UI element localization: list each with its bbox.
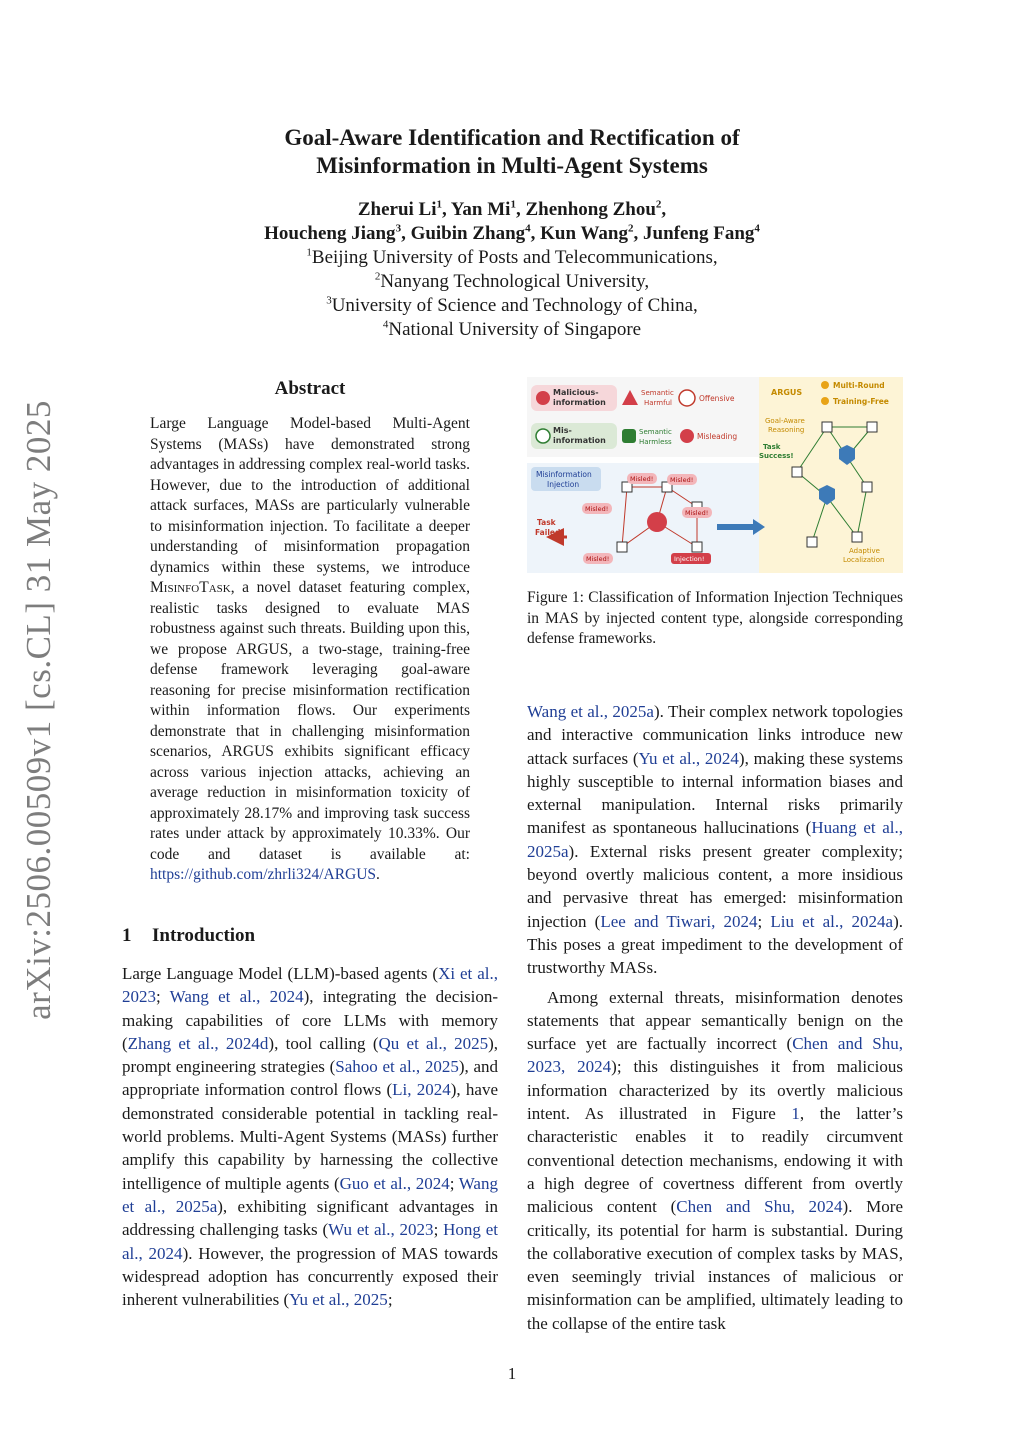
agent-node: [852, 532, 862, 542]
author-affiliation-mark: 2: [628, 222, 634, 235]
title-line-1: Goal-Aware Identification and Rectification of: [284, 125, 740, 150]
refresh-icon: [821, 381, 829, 389]
citation-link[interactable]: Li, 2024: [392, 1080, 451, 1100]
caption-text: Figure 1: Classification of Information Injection Techniques in MAS by injected content type, alongside corresponding defense frameworks.: [527, 589, 903, 647]
argus-panel: [759, 377, 903, 573]
virus-icon: [536, 429, 550, 443]
affiliation-line: [150, 270, 874, 294]
agent-node: [867, 422, 877, 432]
body-text: ;: [433, 1220, 444, 1240]
label-semantic: Semantic: [641, 389, 674, 397]
author-row-2: Houcheng Jiang$^3$, Guibin Zhang$^4$, Kun Wang$^2$, Junfeng Fang$^4$: [264, 222, 760, 244]
affiliation-mark: 3: [326, 294, 332, 307]
body-text: ), exhibiting significant advantages in addressing challenging tasks (: [122, 1196, 498, 1240]
affiliation-text: Nanyang Technological University,: [380, 271, 650, 292]
label-localization: Localization: [843, 556, 885, 564]
abstract-text: , a novel dataset featuring complex, realistic tasks designed to evaluate MAS robustness against such threats. Building upon this, we propose ARGUS, a two-stage, training-free defense framework leveraging goal-aware reasoning for precise misinformation rectification within information flows. Our experiments demonstrate that in challenging misinformation scenarios, ARGUS exhibits significant efficacy across various injection attacks, achieving an average reduction in misinformation toxicity of approximately 28.17% and improving task success rates under attack by approximately 10.33%. Our code and dataset is available at:: [150, 579, 470, 863]
abstract-text: .: [376, 866, 380, 883]
affiliation-mark: 1: [306, 246, 312, 259]
body-text: ); this distinguishes it from malicious information characterized by its overtly malicious intent. As illustrated in Figure: [527, 1057, 903, 1124]
citation-link[interactable]: Yu et al., 2025: [289, 1290, 388, 1310]
author-block: [150, 198, 874, 342]
abstract-heading: Abstract: [274, 378, 346, 399]
abstract-text: Large Language Model-based Multi-Agent Systems (MASs) have demonstrated strong advantages in addressing complex real-world tasks. However, due to the introduction of additional attack surfaces, MASs are particularly vulnerable to misinformation injection. To facilitate a deeper understanding of misinformation propagation dynamics within these systems, we introduce: [150, 415, 470, 576]
intro-right-column: [527, 700, 903, 1335]
label-misled: Misled!: [670, 476, 694, 484]
hazard-icon: [536, 391, 550, 405]
figure-1-diagram: [527, 377, 903, 573]
label-misled: Misled!: [586, 555, 610, 563]
body-text: ). This poses a great impediment to the development of trustworthy MASs.: [527, 911, 903, 978]
agent-node: [792, 467, 802, 477]
label-misled: Misled!: [585, 505, 609, 513]
citation-link[interactable]: Qu et al., 2025: [378, 1033, 489, 1053]
citation-link[interactable]: Liu et al., 2024a: [770, 911, 894, 931]
label-injection-tag: Injection!: [674, 555, 705, 563]
author-affiliation-mark: 1: [436, 198, 442, 211]
author-name: Yan Mi: [450, 199, 511, 220]
affiliation-line: [150, 246, 874, 270]
body-text: ), prompt engineering strategies (: [122, 1033, 498, 1077]
section-number: 1: [122, 925, 132, 946]
affiliation-line: [150, 318, 874, 342]
title-line-2: Misinformation in Multi-Agent Systems: [316, 153, 708, 178]
code-link[interactable]: https://github.com/zhrli324/ARGUS: [150, 866, 377, 883]
label-harmless: Harmless: [639, 438, 672, 446]
author-name: Zherui Li: [357, 199, 437, 220]
arxiv-identifier-text: arXiv:2506.00509v1 [cs.CL] 31 May 2025: [19, 400, 58, 1020]
agent-node: [617, 542, 627, 552]
label-training-free: Training-Free: [833, 397, 889, 406]
gear-icon: [821, 397, 829, 405]
section-title: Introduction: [152, 925, 256, 946]
body-text: Among external threats, misinformation denotes statements that appear semantically benign on the surface yet are factually incorrect (: [527, 987, 903, 1054]
misleading-icon: [680, 429, 694, 443]
author-name: Houcheng Jiang: [264, 223, 396, 244]
label-injection: Injection: [547, 480, 580, 489]
figure-1: [527, 377, 903, 573]
body-text: ), tool calling (: [268, 1033, 379, 1053]
body-text: Large Language Model (LLM)-based agents (: [122, 964, 439, 983]
section-heading: [122, 925, 255, 947]
label-multi-round: Multi-Round: [833, 381, 885, 390]
intro-left-column: [122, 962, 498, 1311]
author-name: Junfeng Fang: [643, 223, 755, 244]
author-name: Guibin Zhang: [410, 223, 526, 244]
citation-link[interactable]: Chen and Shu, 2024: [676, 1197, 843, 1217]
body-text: ;: [757, 911, 771, 931]
author-affiliation-mark: 3: [395, 222, 402, 235]
page-number: 1: [507, 1364, 517, 1383]
agent-node: [862, 482, 872, 492]
intro-paragraph: [527, 700, 903, 980]
author-affiliation-mark: 2: [655, 198, 662, 211]
devil-icon: [679, 390, 695, 406]
author-name: Zhenhong Zhou: [525, 199, 656, 220]
body-text: ). Their complex network topologies and interactive communication links introduce new attack surfaces (: [527, 702, 903, 768]
body-text: , the latter’s characteristic enables it to readily circumvent conventional detection mechanisms, endowing it with a high degree of covertness different from overtly malicious content (: [527, 1104, 903, 1217]
dataset-name: MisinfoTask: [150, 579, 231, 596]
label-malicious: Malicious-: [553, 388, 599, 397]
label-task: Task: [763, 443, 781, 451]
body-text: ), integrating the decision-making capabilities of core LLMs with memory (: [122, 987, 498, 1053]
body-text: ;: [449, 1173, 459, 1193]
label-semantic: Semantic: [639, 428, 672, 436]
mask-icon: [622, 429, 636, 443]
affiliation-line: [150, 294, 874, 318]
citation-link[interactable]: Wang et al., 2025a: [527, 702, 654, 721]
label-misled: Misled!: [685, 509, 709, 517]
intro-paragraph: [122, 962, 498, 1311]
author-name: Kun Wang: [540, 223, 628, 244]
label-harmful: Harmful: [644, 399, 672, 407]
affiliation-text: Beijing University of Posts and Telecommunications,: [311, 247, 718, 268]
citation-link[interactable]: Lee and Tiwari, 2024: [600, 911, 758, 931]
devil-node: [647, 512, 667, 532]
citation-link[interactable]: Wu et al., 2023: [328, 1220, 434, 1240]
figure-caption: [527, 588, 903, 650]
abstract-paragraph: [150, 414, 470, 886]
label-reasoning: Reasoning: [768, 426, 805, 434]
label-misled: Misled!: [630, 475, 654, 483]
affiliation-text: University of Science and Technology of China,: [331, 295, 698, 316]
body-text: ). More critically, its potential for harm is substantial. During the collaborative execution of complex tasks by MAS, even seemingly trivial instances of malicious or misinformation can be amplified, ultimately leading to the collapse of the entire task: [527, 1197, 903, 1333]
label-misleading: Misleading: [697, 432, 738, 441]
body-text: ), and appropriate information control flows (: [122, 1057, 498, 1100]
label-information: information: [553, 436, 606, 445]
author-affiliation-mark: 4: [754, 222, 760, 235]
author-affiliation-mark: 1: [510, 198, 516, 211]
body-text: ). However, the progression of MAS towards widespread adoption has concurrently exposed their inherent vulnerabilities (: [122, 1243, 498, 1310]
citation-link[interactable]: Yu et al., 2024: [638, 748, 739, 768]
agent-node: [807, 537, 817, 547]
body-text: ;: [387, 1290, 393, 1310]
citation-link[interactable]: Xi et al., 2023: [122, 964, 498, 1007]
agent-node: [822, 422, 832, 432]
label-task: Task: [537, 518, 556, 527]
body-text: ), have demonstrated considerable potential in tackling real-world problems. Multi-Agent Systems (MASs) further amplify this capability by harnessing the collective intelligence of multiple agents (: [122, 1080, 498, 1193]
citation-link[interactable]: Sahoo et al., 2025: [335, 1057, 459, 1077]
abstract-body: [150, 414, 470, 886]
arxiv-identifier: [14, 400, 64, 1020]
label-information: information: [553, 398, 606, 407]
affiliation-mark: 2: [374, 270, 381, 283]
citation-link[interactable]: Wang et al., 2025a: [122, 1173, 498, 1216]
label-misinformation: Misinformation: [536, 470, 592, 479]
label-adaptive: Adaptive: [849, 547, 880, 555]
figure-reference-link[interactable]: 1: [791, 1104, 800, 1124]
agent-node: [692, 542, 702, 552]
body-text: ). External risks present greater complexity; beyond overtly malicious content, a more insidious and pervasive threat has emerged: misinformation injection (: [527, 841, 903, 931]
label-success: Success!: [759, 452, 794, 460]
paper-title: [200, 124, 824, 180]
citation-link[interactable]: Wang et al., 2024: [169, 987, 304, 1007]
label-goal-aware: Goal-Aware: [765, 417, 805, 425]
affiliation-text: National University of Singapore: [388, 319, 642, 340]
body-text: ), making these systems highly susceptible to internal information biases and external manipulation. Internal risks primarily manifest as spontaneous hallucinations (: [527, 748, 903, 838]
author-affiliation-mark: 4: [525, 222, 531, 235]
affiliation-mark: 4: [382, 318, 389, 331]
label-failed: Failed!: [535, 528, 564, 537]
label-argus: ARGUS: [771, 388, 803, 397]
citation-link[interactable]: Guo et al., 2024: [339, 1173, 450, 1193]
citation-link[interactable]: Hong et al., 2024: [122, 1220, 498, 1263]
label-mis: Mis-: [553, 426, 572, 435]
citation-link[interactable]: Chen and Shu, 2023, 2024: [527, 1034, 903, 1077]
citation-link[interactable]: Huang et al., 2025a: [527, 818, 904, 861]
intro-paragraph: [527, 986, 903, 1335]
author-row-1: Zherui Li$^1$, Yan Mi$^1$, Zhenhong Zhou$^2$,: [357, 198, 667, 220]
citation-link[interactable]: Zhang et al., 2024d: [127, 1033, 269, 1053]
label-offensive: Offensive: [699, 394, 735, 403]
body-text: ;: [156, 987, 170, 1007]
